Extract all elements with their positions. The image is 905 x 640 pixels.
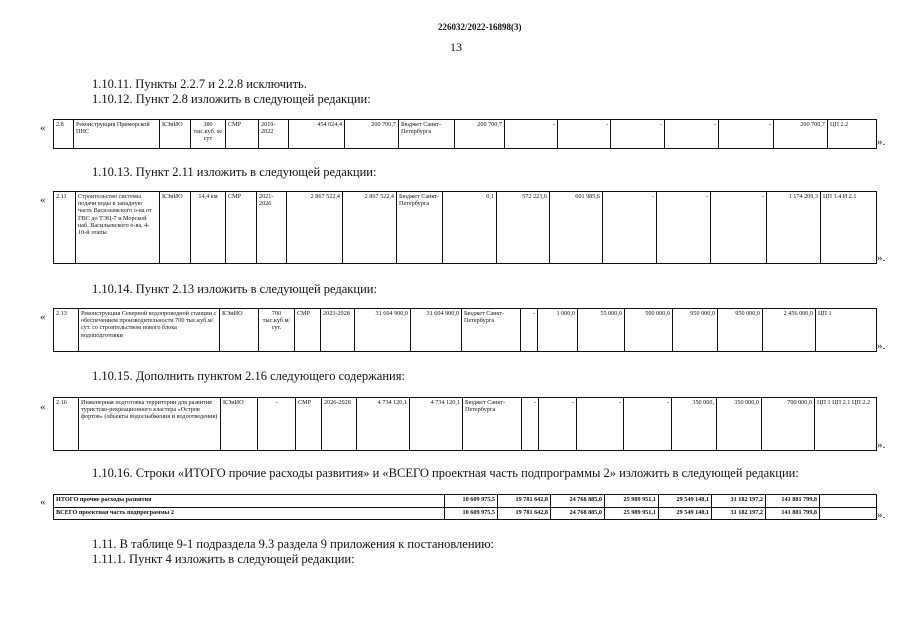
cell-funding-source: Бюджет Санкт-Петербурга bbox=[399, 120, 455, 149]
cell-funding-source: Бюджет Санкт-Петербурга bbox=[463, 398, 522, 451]
cell-budget-amount: 2 867 522,4 bbox=[343, 192, 397, 264]
opening-quote: « bbox=[40, 194, 46, 206]
opening-quote: « bbox=[40, 311, 46, 323]
cell-value-2027: 950 000,0 bbox=[673, 309, 718, 352]
cell-funding-source: Бюджет Санкт-Петербурга bbox=[462, 309, 521, 352]
cell-value-2028: - bbox=[711, 192, 767, 264]
cell-item-name: Реконструкция Приморской ПНС bbox=[74, 120, 160, 149]
cell-item-name: Инженерная подготовка территории для развития туристско-рекреационного кластера «Остров фортов» (объекты водоснабжения и водоотведения) bbox=[79, 398, 221, 451]
table-row bbox=[54, 507, 877, 520]
table-item-2-16 bbox=[53, 397, 877, 451]
paragraph-1-10-15: 1.10.15. Дополнить пунктом 2.16 следующего содержания: bbox=[92, 369, 405, 383]
table-row bbox=[54, 495, 877, 508]
cell-value-2023: 0,1 bbox=[443, 192, 497, 264]
cell-item-number: 2.13 bbox=[54, 309, 79, 352]
cell-total-value: 25 989 951,1 bbox=[605, 507, 659, 520]
cell-target-code: ЦП 1.4 И 2.1 bbox=[821, 192, 877, 264]
cell-value-2025: - bbox=[558, 120, 611, 149]
closing-quote: ». bbox=[877, 439, 886, 451]
cell-value-2024: 1 000,0 bbox=[538, 309, 578, 352]
cell-value-2024: - bbox=[505, 120, 558, 149]
table-row bbox=[54, 192, 877, 264]
closing-quote: ». bbox=[877, 252, 886, 264]
paragraph-1-10-13: 1.10.13. Пункт 2.11 изложить в следующей редакции: bbox=[92, 165, 377, 179]
cell-executor: КЭиИО bbox=[221, 398, 258, 451]
cell-item-name: Строительство системы подачи воды в западную часть Васильевского о-ва от ГВС до ТЭЦ-7 и Морской наб. Васильевского о-ва, 4-10-й этапы bbox=[76, 192, 160, 264]
cell-work-type: СМР bbox=[296, 398, 322, 451]
cell-total-period: 1 174 209,3 bbox=[767, 192, 821, 264]
cell-total-period: 200 700,7 bbox=[774, 120, 828, 149]
cell-total-cost: 2 867 522,4 bbox=[287, 192, 343, 264]
cell-period: 2021-2026 bbox=[257, 192, 287, 264]
cell-capacity: 14,4 км bbox=[191, 192, 226, 264]
cell-target-code: ЦП 1 bbox=[816, 309, 877, 352]
paragraph-1-10-16: 1.10.16. Строки «ИТОГО прочие расходы развития» и «ВСЕГО проектная часть подпрограммы 2» изложить в следующей редакции: bbox=[92, 466, 799, 480]
cell-period: 2019-2022 bbox=[259, 120, 289, 149]
cell-total-value: 141 881 799,8 bbox=[766, 495, 820, 508]
cell-value-2023: 200 700,7 bbox=[455, 120, 505, 149]
cell-capacity: 700 тыс.куб м/сут. bbox=[259, 309, 295, 352]
cell-period: 2023-2028 bbox=[321, 309, 355, 352]
paragraph-1-11-1: 1.11.1. Пункт 4 изложить в следующей редакции: bbox=[92, 552, 355, 566]
cell-target-code: ЦП 2.2 bbox=[828, 120, 877, 149]
cell-capacity: 380 тыс.куб. м/сут bbox=[191, 120, 226, 149]
cell-value-2027: 350 000, bbox=[672, 398, 717, 451]
table-totals bbox=[53, 494, 877, 520]
cell-total-value: 19 781 642,8 bbox=[498, 507, 551, 520]
cell-value-2026: - bbox=[603, 192, 657, 264]
paragraph-1-10-14: 1.10.14. Пункт 2.13 изложить в следующей редакции: bbox=[92, 282, 377, 296]
table-item-2-11 bbox=[53, 191, 877, 264]
paragraph-1-10-11: 1.10.11. Пункты 2.2.7 и 2.2.8 исключить. bbox=[92, 77, 307, 91]
cell-funding-source: Бюджет Санкт-Петербурга bbox=[397, 192, 443, 264]
page-number: 13 bbox=[450, 40, 462, 54]
cell-value-2026: - bbox=[624, 398, 672, 451]
cell-total-value: 24 768 885,0 bbox=[551, 495, 605, 508]
table-item-2-13 bbox=[53, 308, 877, 352]
cell-total-period: 700 000,0 bbox=[762, 398, 815, 451]
cell-value-2026: 500 000,0 bbox=[625, 309, 673, 352]
paragraph-1-11: 1.11. В таблице 9-1 подраздела 9.3 раздела 9 приложения к постановлению: bbox=[92, 537, 495, 551]
closing-quote: ». bbox=[877, 136, 886, 148]
closing-quote: ». bbox=[877, 340, 886, 352]
opening-quote: « bbox=[40, 122, 46, 134]
cell-total-value bbox=[820, 507, 877, 520]
cell-total-value: 10 609 975,5 bbox=[445, 507, 498, 520]
cell-total-value: 31 182 197,2 bbox=[712, 507, 766, 520]
cell-total-value: 29 549 148,1 bbox=[659, 507, 712, 520]
cell-value-2027: - bbox=[665, 120, 719, 149]
cell-total-period: 2 456 000,0 bbox=[763, 309, 816, 352]
cell-executor: КЭиИО bbox=[220, 309, 259, 352]
cell-period: 2026-2028 bbox=[322, 398, 357, 451]
cell-total-value bbox=[820, 495, 877, 508]
cell-total-value: 31 182 197,2 bbox=[712, 495, 766, 508]
table-row bbox=[54, 398, 877, 451]
paragraph-1-10-12: 1.10.12. Пункт 2.8 изложить в следующей редакции: bbox=[92, 92, 371, 106]
cell-total-value: 25 989 951,1 bbox=[605, 495, 659, 508]
cell-total-value: 29 549 148,1 bbox=[659, 495, 712, 508]
cell-total-value: 19 781 642,8 bbox=[498, 495, 551, 508]
cell-work-type: СМР bbox=[226, 120, 259, 149]
table-row bbox=[54, 120, 877, 149]
cell-executor: КЭиИО bbox=[160, 192, 191, 264]
cell-total-value: 24 768 885,0 bbox=[551, 507, 605, 520]
cell-work-type: СМР bbox=[295, 309, 321, 352]
cell-budget-amount: 4 734 120,1 bbox=[410, 398, 463, 451]
table-row bbox=[54, 309, 877, 352]
cell-value-2026: - bbox=[611, 120, 665, 149]
cell-value-2023: - bbox=[521, 309, 538, 352]
cell-value-2024: - bbox=[539, 398, 577, 451]
cell-value-2028: - bbox=[719, 120, 774, 149]
document-number: 226032/2022-16898(3) bbox=[438, 22, 522, 32]
cell-total-label: ВСЕГО проектная часть подпрограммы 2 bbox=[54, 507, 445, 520]
cell-value-2027: - bbox=[657, 192, 711, 264]
cell-total-value: 141 881 799,8 bbox=[766, 507, 820, 520]
cell-executor: КЭиИО bbox=[160, 120, 191, 149]
cell-total-cost: 454 024,4 bbox=[289, 120, 345, 149]
table-item-2-8 bbox=[53, 119, 877, 149]
cell-item-number: 2.16 bbox=[54, 398, 79, 451]
opening-quote: « bbox=[40, 401, 46, 413]
cell-work-type: СМР bbox=[226, 192, 257, 264]
opening-quote: « bbox=[40, 496, 46, 508]
cell-total-cost: 4 734 120,1 bbox=[357, 398, 410, 451]
cell-capacity: - bbox=[258, 398, 296, 451]
cell-total-value: 10 609 975,5 bbox=[445, 495, 498, 508]
cell-total-cost: 31 604 900,0 bbox=[355, 309, 411, 352]
cell-item-number: 2.11 bbox=[54, 192, 76, 264]
cell-budget-amount: 31 604 900,0 bbox=[411, 309, 462, 352]
cell-total-label: ИТОГО прочие расходы развития bbox=[54, 495, 445, 508]
cell-value-2025: - bbox=[577, 398, 624, 451]
cell-budget-amount: 200 700,7 bbox=[345, 120, 399, 149]
cell-value-2025: 601 985,6 bbox=[550, 192, 603, 264]
cell-value-2025: 55 000,0 bbox=[578, 309, 625, 352]
cell-item-number: 2.8 bbox=[54, 120, 74, 149]
cell-item-name: Реконструкция Северной водопроводной станции с обеспечением производительности 700 тыс.куб.м/сут. со строительством нового блока водоподготовки bbox=[79, 309, 220, 352]
cell-value-2028: 950 000,0 bbox=[718, 309, 763, 352]
cell-value-2023: - bbox=[522, 398, 539, 451]
cell-value-2028: 350 000,0 bbox=[717, 398, 762, 451]
closing-quote: ». bbox=[877, 509, 886, 521]
cell-value-2024: 572 223,6 bbox=[497, 192, 550, 264]
cell-target-code: ЦП 1 ЦП 2.1 ЦП 2.2 bbox=[815, 398, 877, 451]
